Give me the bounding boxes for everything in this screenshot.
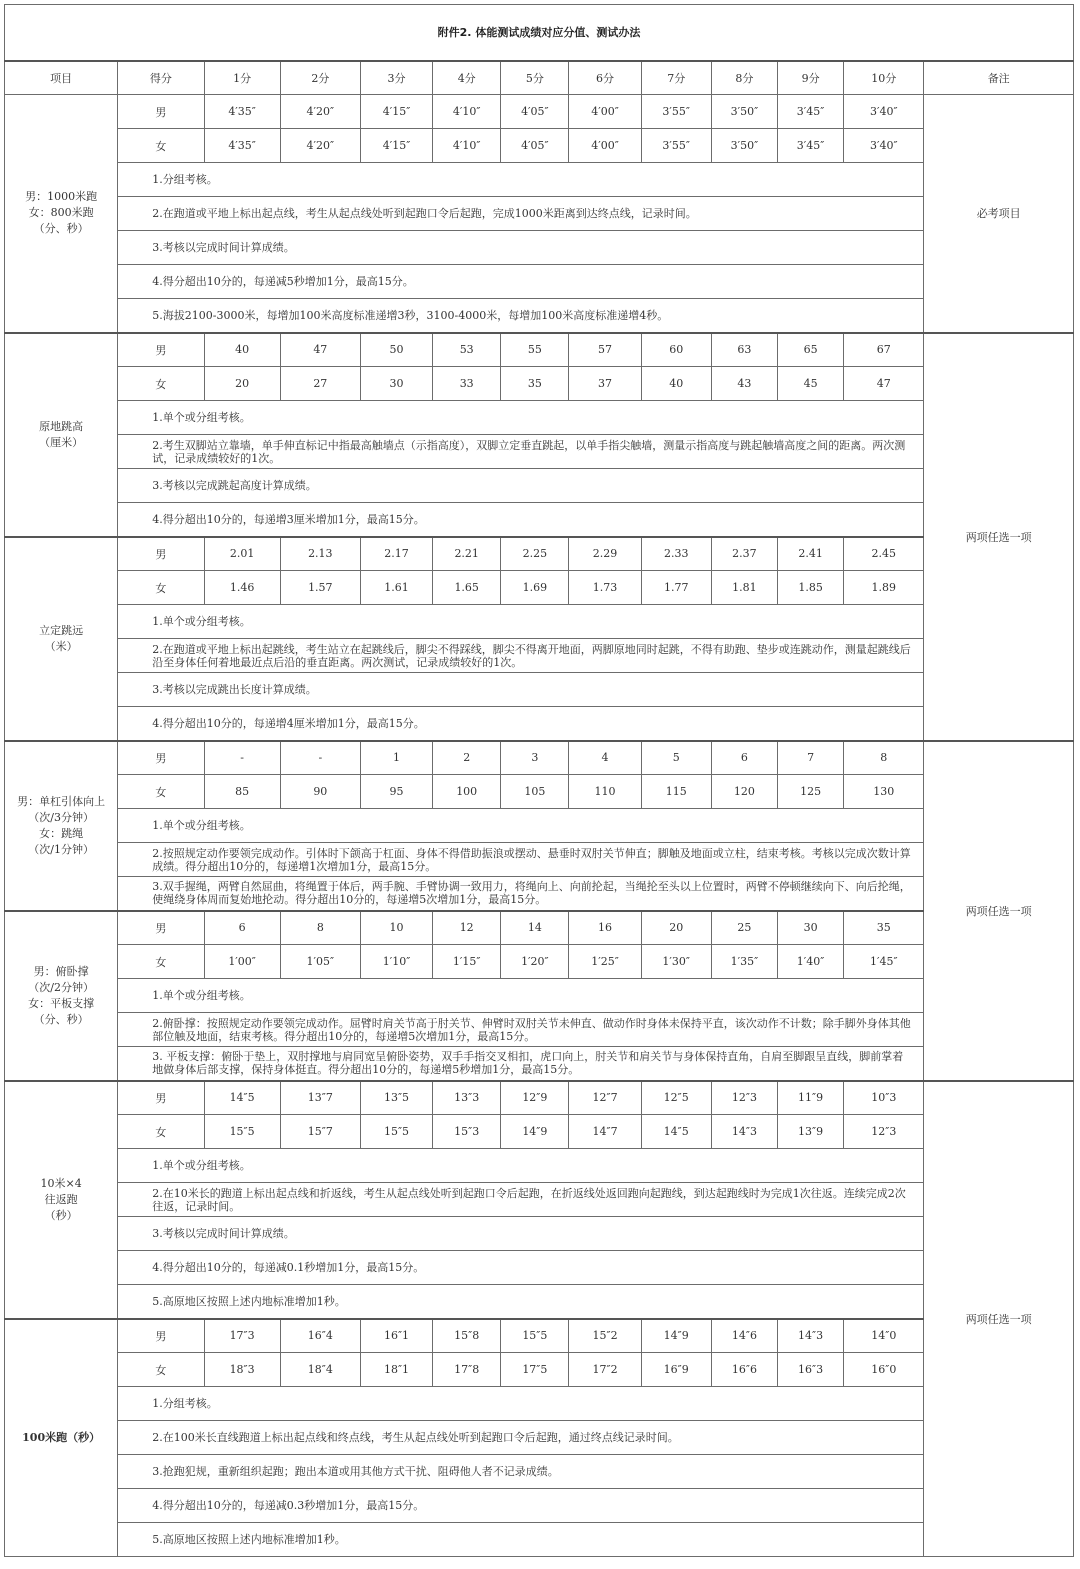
note-row <box>5 673 1074 707</box>
score-value: 12″5 <box>641 1081 711 1115</box>
table-row <box>5 1353 1074 1387</box>
note-row <box>5 1421 1074 1455</box>
test-method-note: 1.单个或分组考核。 <box>118 1149 924 1183</box>
header-score-1: 1分 <box>204 61 280 95</box>
score-value: 12″3 <box>844 1115 924 1149</box>
remark-cell: 必考项目 <box>924 95 1074 333</box>
score-value: 16″4 <box>280 1319 360 1353</box>
score-value: 16″6 <box>711 1353 777 1387</box>
test-method-note: 1.单个或分组考核。 <box>118 809 924 843</box>
note-row <box>5 809 1074 843</box>
score-value: 5 <box>641 741 711 775</box>
table-row <box>5 333 1074 367</box>
header-score-10: 10分 <box>844 61 924 95</box>
note-row <box>5 1149 1074 1183</box>
item-label: （分、秒） <box>33 222 89 236</box>
score-value: 2.17 <box>360 537 432 571</box>
score-value: 67 <box>844 333 924 367</box>
score-value: 2.41 <box>778 537 844 571</box>
score-value: 120 <box>711 775 777 809</box>
table-row <box>5 571 1074 605</box>
gender-label: 男 <box>118 1319 204 1353</box>
test-method-note: 5.海拔2100-3000米，每增加100米高度标准递增3秒，3100-4000米，每增加100米高度标准递增4秒。 <box>118 299 924 333</box>
note-row <box>5 843 1074 877</box>
header-score: 得分 <box>118 61 204 95</box>
score-value: 14″3 <box>778 1319 844 1353</box>
score-value: 4′15″ <box>360 95 432 129</box>
score-value: 1′15″ <box>433 945 501 979</box>
table-row <box>5 1081 1074 1115</box>
note-row <box>5 197 1074 231</box>
table-row <box>5 95 1074 129</box>
gender-label: 女 <box>118 775 204 809</box>
remark-cell: 两项任选一项 <box>924 333 1074 741</box>
score-value: 1′20″ <box>501 945 569 979</box>
score-value: 4′10″ <box>433 129 501 163</box>
title-row <box>5 5 1074 61</box>
score-value: 16 <box>569 911 641 945</box>
score-value: 115 <box>641 775 711 809</box>
score-value: 8 <box>280 911 360 945</box>
item-label: 女：跳绳 <box>39 826 84 840</box>
item-label: （次/1分钟） <box>28 842 94 856</box>
score-value: 50 <box>360 333 432 367</box>
score-value: 30 <box>360 367 432 401</box>
score-value: 1.85 <box>778 571 844 605</box>
item-label: （次/2分钟） <box>28 980 94 994</box>
score-value: 1.89 <box>844 571 924 605</box>
score-value: 17″3 <box>204 1319 280 1353</box>
score-value: 10 <box>360 911 432 945</box>
score-value: 2.25 <box>501 537 569 571</box>
score-value: 14″3 <box>711 1115 777 1149</box>
note-row <box>5 299 1074 333</box>
score-value: 3′55″ <box>641 95 711 129</box>
note-row <box>5 1489 1074 1523</box>
score-value: 1.46 <box>204 571 280 605</box>
score-value: 2 <box>433 741 501 775</box>
score-value: 3′55″ <box>641 129 711 163</box>
item-label: 女：平板支撑 <box>28 996 95 1010</box>
item-cell <box>5 1081 118 1319</box>
score-value: 15″7 <box>280 1115 360 1149</box>
test-method-note: 2.在10米长的跑道上标出起点线和折返线，考生从起点线处听到起跑口令后起跑，在折返线处返回跑向起跑线，到达起跑线时为完成1次往返。连续完成2次往返，记录时间。 <box>118 1183 924 1217</box>
gender-label: 男 <box>118 95 204 129</box>
score-value: 16″3 <box>778 1353 844 1387</box>
score-value: 3 <box>501 741 569 775</box>
header-score-8: 8分 <box>711 61 777 95</box>
test-method-note: 2.在跑道或平地上标出起点线，考生从起点线处听到起跑口令后起跑，完成1000米距离到达终点线，记录时间。 <box>118 197 924 231</box>
score-value: 100 <box>433 775 501 809</box>
item-label: 往返跑 <box>44 1192 78 1206</box>
score-value: 35 <box>844 911 924 945</box>
score-value: 37 <box>569 367 641 401</box>
score-value: 3′50″ <box>711 95 777 129</box>
score-value: 25 <box>711 911 777 945</box>
header-score-9: 9分 <box>778 61 844 95</box>
score-value: 130 <box>844 775 924 809</box>
test-method-note: 5.高原地区按照上述内地标准增加1秒。 <box>118 1523 924 1557</box>
note-row <box>5 231 1074 265</box>
score-value: 15″5 <box>360 1115 432 1149</box>
note-row <box>5 1013 1074 1047</box>
score-value: 2.21 <box>433 537 501 571</box>
item-label: （厘米） <box>39 435 84 449</box>
test-method-note: 2.在跑道或平地上标出起跳线，考生站立在起跳线后，脚尖不得踩线，脚尖不得离开地面，两脚原地同时起跳，不得有助跑、垫步或连跳动作，测量起跳线后沿至身体任何着地最近点后沿的垂直距离。两次测试，记录成绩较好的1次。 <box>118 639 924 673</box>
test-method-note: 3. 平板支撑：俯卧于垫上，双肘撑地与肩同宽呈俯卧姿势，双手手指交叉相扣，虎口向上，肘关节和肩关节与身体保持直角，自肩至脚跟呈直线，脚前掌着地做身体后部支撑，保持身体挺直。得分超出10分的，每递增5秒增加1分，最高15分。 <box>118 1047 924 1081</box>
item-cell <box>5 537 118 741</box>
gender-label: 女 <box>118 571 204 605</box>
score-value: 14″9 <box>501 1115 569 1149</box>
gender-label: 男 <box>118 333 204 367</box>
header-score-3: 3分 <box>360 61 432 95</box>
gender-label: 男 <box>118 911 204 945</box>
gender-label: 男 <box>118 537 204 571</box>
score-value: 47 <box>280 333 360 367</box>
score-value: 3′40″ <box>844 129 924 163</box>
score-value: 13″3 <box>433 1081 501 1115</box>
score-value: 13″5 <box>360 1081 432 1115</box>
gender-label: 男 <box>118 741 204 775</box>
score-value: 18″4 <box>280 1353 360 1387</box>
score-value: 4′05″ <box>501 129 569 163</box>
table-row <box>5 911 1074 945</box>
score-value: 1 <box>360 741 432 775</box>
header-score-5: 5分 <box>501 61 569 95</box>
score-value: 95 <box>360 775 432 809</box>
score-value: 2.37 <box>711 537 777 571</box>
score-value: 60 <box>641 333 711 367</box>
item-cell <box>5 95 118 333</box>
note-row <box>5 1183 1074 1217</box>
test-method-note: 3.抢跑犯规，重新组织起跑；跑出本道或用其他方式干扰、阻碍他人者不记录成绩。 <box>118 1455 924 1489</box>
score-value: 1.57 <box>280 571 360 605</box>
item-label: 原地跳高 <box>39 419 84 433</box>
score-value: 14 <box>501 911 569 945</box>
score-value: 1′25″ <box>569 945 641 979</box>
header-score-7: 7分 <box>641 61 711 95</box>
note-row <box>5 503 1074 537</box>
item-cell <box>5 333 118 537</box>
table-row <box>5 1115 1074 1149</box>
gender-label: 女 <box>118 945 204 979</box>
gender-label: 女 <box>118 129 204 163</box>
header-row <box>5 61 1074 95</box>
score-value: 1.81 <box>711 571 777 605</box>
score-value: 3′45″ <box>778 129 844 163</box>
item-label: 立定跳远 <box>39 623 84 637</box>
note-row <box>5 401 1074 435</box>
score-value: 17″5 <box>501 1353 569 1387</box>
score-value: 4′20″ <box>280 95 360 129</box>
score-value: 85 <box>204 775 280 809</box>
item-label: 100米跑（秒） <box>22 1430 101 1444</box>
score-value: 2.29 <box>569 537 641 571</box>
note-row <box>5 1523 1074 1557</box>
score-value: 45 <box>778 367 844 401</box>
score-value: 53 <box>433 333 501 367</box>
table-row <box>5 945 1074 979</box>
test-method-note: 3.考核以完成时间计算成绩。 <box>118 1217 924 1251</box>
score-value: 15″3 <box>433 1115 501 1149</box>
score-value: 8 <box>844 741 924 775</box>
score-value: 4′15″ <box>360 129 432 163</box>
page-title: 附件2. 体能测试成绩对应分值、测试办法 <box>5 5 1074 61</box>
score-value: 20 <box>641 911 711 945</box>
score-value: 40 <box>204 333 280 367</box>
score-value: 35 <box>501 367 569 401</box>
score-value: 57 <box>569 333 641 367</box>
header-item: 项目 <box>5 61 118 95</box>
note-row <box>5 1047 1074 1081</box>
gender-label: 男 <box>118 1081 204 1115</box>
score-value: 33 <box>433 367 501 401</box>
score-value: 4′00″ <box>569 129 641 163</box>
score-value: 2.45 <box>844 537 924 571</box>
score-value: 16″0 <box>844 1353 924 1387</box>
table-row <box>5 367 1074 401</box>
score-value: 1′00″ <box>204 945 280 979</box>
note-row <box>5 639 1074 673</box>
note-row <box>5 1455 1074 1489</box>
score-value: 15″5 <box>204 1115 280 1149</box>
note-row <box>5 1251 1074 1285</box>
score-value: - <box>280 741 360 775</box>
score-value: 125 <box>778 775 844 809</box>
score-value: 13″7 <box>280 1081 360 1115</box>
test-method-note: 3.考核以完成跳出长度计算成绩。 <box>118 673 924 707</box>
fitness-score-table <box>4 4 1074 1557</box>
test-method-note: 2.按照规定动作要领完成动作。引体时下颌高于杠面、身体不得借助振浪或摆动、悬垂时双肘关节伸直；脚触及地面或立柱，结束考核。考核以完成次数计算成绩。得分超出10分的，每递增1次增加1分，最高15分。 <box>118 843 924 877</box>
score-value: 1′30″ <box>641 945 711 979</box>
score-value: 14″5 <box>204 1081 280 1115</box>
score-value: 4′20″ <box>280 129 360 163</box>
score-value: - <box>204 741 280 775</box>
item-label: 男：1000米跑 <box>25 190 98 204</box>
item-label: 10米×4 <box>40 1176 82 1190</box>
score-value: 47 <box>844 367 924 401</box>
header-score-6: 6分 <box>569 61 641 95</box>
score-value: 15″2 <box>569 1319 641 1353</box>
score-value: 13″9 <box>778 1115 844 1149</box>
score-value: 1.73 <box>569 571 641 605</box>
score-value: 16″9 <box>641 1353 711 1387</box>
score-value: 3′45″ <box>778 95 844 129</box>
score-value: 30 <box>778 911 844 945</box>
test-method-note: 3.双手握绳，两臂自然屈曲，将绳置于体后，两手腕、手臂协调一致用力，将绳向上、向前抡起，当绳抡至头以上位置时，两臂不停顿继续向下、向后抡绳，使绳绕身体周而复始地抡动。得分超出10分的，每递增5次增加1分，最高15分。 <box>118 877 924 911</box>
score-value: 2.01 <box>204 537 280 571</box>
score-value: 4′00″ <box>569 95 641 129</box>
test-method-note: 4.得分超出10分的，每递增4厘米增加1分，最高15分。 <box>118 707 924 741</box>
score-value: 1.65 <box>433 571 501 605</box>
score-value: 17″8 <box>433 1353 501 1387</box>
note-row <box>5 435 1074 469</box>
score-value: 15″8 <box>433 1319 501 1353</box>
score-value: 4′35″ <box>204 95 280 129</box>
score-value: 27 <box>280 367 360 401</box>
header-score-2: 2分 <box>280 61 360 95</box>
score-value: 1′05″ <box>280 945 360 979</box>
item-cell <box>5 911 118 1081</box>
note-row <box>5 1387 1074 1421</box>
table-row <box>5 129 1074 163</box>
test-method-note: 4.得分超出10分的，每递减5秒增加1分，最高15分。 <box>118 265 924 299</box>
score-value: 105 <box>501 775 569 809</box>
note-row <box>5 979 1074 1013</box>
note-row <box>5 469 1074 503</box>
test-method-note: 1.分组考核。 <box>118 163 924 197</box>
gender-label: 女 <box>118 1115 204 1149</box>
score-value: 6 <box>204 911 280 945</box>
test-method-note: 1.分组考核。 <box>118 1387 924 1421</box>
score-value: 10″3 <box>844 1081 924 1115</box>
score-value: 1′40″ <box>778 945 844 979</box>
score-value: 1.69 <box>501 571 569 605</box>
score-value: 1′45″ <box>844 945 924 979</box>
test-method-note: 2.考生双脚站立靠墙，单手伸直标记中指最高触墙点（示指高度），双脚立定垂直跳起，以单手指尖触墙，测量示指高度与跳起触墙高度之间的距离。两次测试，记录成绩较好的1次。 <box>118 435 924 469</box>
score-value: 1′35″ <box>711 945 777 979</box>
score-value: 18″1 <box>360 1353 432 1387</box>
score-value: 1′10″ <box>360 945 432 979</box>
score-value: 12″3 <box>711 1081 777 1115</box>
score-value: 43 <box>711 367 777 401</box>
remark-cell: 两项任选一项 <box>924 1081 1074 1557</box>
item-cell <box>5 741 118 911</box>
score-value: 15″5 <box>501 1319 569 1353</box>
test-method-note: 1.单个或分组考核。 <box>118 401 924 435</box>
note-row <box>5 877 1074 911</box>
item-label: 男：单杠引体向上 <box>17 794 106 808</box>
score-value: 4′05″ <box>501 95 569 129</box>
gender-label: 女 <box>118 1353 204 1387</box>
item-cell <box>5 1319 118 1557</box>
note-row <box>5 605 1074 639</box>
score-value: 16″1 <box>360 1319 432 1353</box>
score-value: 2.33 <box>641 537 711 571</box>
table-row <box>5 741 1074 775</box>
note-row <box>5 163 1074 197</box>
gender-label: 女 <box>118 367 204 401</box>
score-value: 4′10″ <box>433 95 501 129</box>
item-label: （次/3分钟） <box>28 810 94 824</box>
table-row <box>5 1319 1074 1353</box>
score-value: 3′50″ <box>711 129 777 163</box>
score-value: 14″6 <box>711 1319 777 1353</box>
score-value: 14″7 <box>569 1115 641 1149</box>
test-method-note: 4.得分超出10分的，每递增3厘米增加1分，最高15分。 <box>118 503 924 537</box>
score-value: 12 <box>433 911 501 945</box>
note-row <box>5 1285 1074 1319</box>
table-row <box>5 537 1074 571</box>
note-row <box>5 265 1074 299</box>
score-value: 14″9 <box>641 1319 711 1353</box>
score-value: 40 <box>641 367 711 401</box>
score-value: 7 <box>778 741 844 775</box>
test-method-note: 3.考核以完成时间计算成绩。 <box>118 231 924 265</box>
table-row <box>5 775 1074 809</box>
score-value: 90 <box>280 775 360 809</box>
score-value: 3′40″ <box>844 95 924 129</box>
item-label: 男：俯卧撑 <box>33 964 89 978</box>
score-value: 1.77 <box>641 571 711 605</box>
test-method-note: 2.在100米长直线跑道上标出起点线和终点线，考生从起点线处听到起跑口令后起跑，通过终点线记录时间。 <box>118 1421 924 1455</box>
score-value: 11″9 <box>778 1081 844 1115</box>
score-value: 4 <box>569 741 641 775</box>
item-label: 女：800米跑 <box>28 206 94 220</box>
test-method-note: 1.单个或分组考核。 <box>118 605 924 639</box>
header-remark: 备注 <box>924 61 1074 95</box>
score-value: 18″3 <box>204 1353 280 1387</box>
test-method-note: 5.高原地区按照上述内地标准增加1秒。 <box>118 1285 924 1319</box>
remark-cell: 两项任选一项 <box>924 741 1074 1081</box>
score-value: 55 <box>501 333 569 367</box>
test-method-note: 1.单个或分组考核。 <box>118 979 924 1013</box>
item-label: （秒） <box>44 1208 78 1222</box>
item-label: （分、秒） <box>33 1012 89 1026</box>
score-value: 110 <box>569 775 641 809</box>
score-value: 6 <box>711 741 777 775</box>
score-value: 65 <box>778 333 844 367</box>
score-value: 2.13 <box>280 537 360 571</box>
item-label: （米） <box>44 639 78 653</box>
note-row <box>5 1217 1074 1251</box>
score-value: 4′35″ <box>204 129 280 163</box>
test-method-note: 2.俯卧撑：按照规定动作要领完成动作。屈臂时肩关节高于肘关节、伸臂时双肘关节未伸直、做动作时身体未保持平直，该次动作不计数；除手脚外身体其他部位触及地面，结束考核。得分超出10分的，每递增5次增加1分，最高15分。 <box>118 1013 924 1047</box>
score-value: 14″0 <box>844 1319 924 1353</box>
score-value: 63 <box>711 333 777 367</box>
score-value: 14″5 <box>641 1115 711 1149</box>
header-score-4: 4分 <box>433 61 501 95</box>
score-value: 12″7 <box>569 1081 641 1115</box>
test-method-note: 3.考核以完成跳起高度计算成绩。 <box>118 469 924 503</box>
test-method-note: 4.得分超出10分的，每递减0.1秒增加1分，最高15分。 <box>118 1251 924 1285</box>
score-value: 17″2 <box>569 1353 641 1387</box>
test-method-note: 4.得分超出10分的，每递减0.3秒增加1分，最高15分。 <box>118 1489 924 1523</box>
score-value: 12″9 <box>501 1081 569 1115</box>
note-row <box>5 707 1074 741</box>
score-value: 1.61 <box>360 571 432 605</box>
score-value: 20 <box>204 367 280 401</box>
